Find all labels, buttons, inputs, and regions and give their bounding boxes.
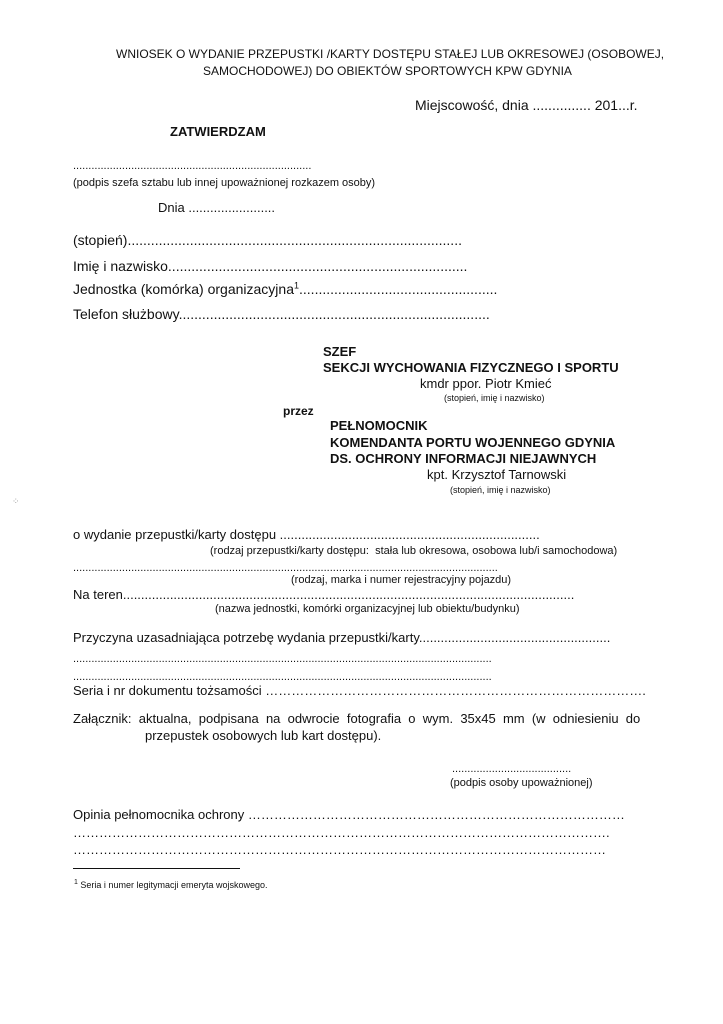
addressee-line-1: SZEF: [323, 344, 357, 359]
id-document-field: Seria i nr dokumentu tożsamości …………………………………………………………………………….: [73, 683, 646, 698]
vehicle-caption: (rodzaj, marka i numer rejestracyjny pojazdu): [291, 574, 512, 586]
area-field: Na teren.............................................................................................................................: [73, 587, 575, 602]
chief-signature-line: ..............................................................................: [73, 160, 312, 172]
via-label: przez: [283, 404, 314, 418]
addressee-caption-1: (stopień, imię i nazwisko): [444, 393, 545, 403]
area-caption: (nazwa jednostki, komórki organizacyjnej lub obiektu/budynku): [215, 603, 520, 615]
footnote-mark: 1: [74, 879, 78, 886]
name-field: Imię i nazwisko.............................................................................: [73, 258, 468, 274]
rank-field: (stopień)......................................................................................: [73, 232, 462, 248]
footnote-separator: [73, 868, 240, 869]
approval-heading: ZATWIERDZAM: [170, 124, 266, 139]
pass-type-caption: (rodzaj przepustki/karty dostępu: stała lub okresowa, osobowa lub/i samochodowa): [210, 545, 618, 557]
addressee-line-5: DS. OCHRONY INFORMACJI NIEJAWNYCH: [330, 451, 597, 466]
opinion-line-2: …………………………………………………………………………………………………………….: [73, 825, 610, 840]
attachment-line-2: przepustek osobowych lub kart dostępu).: [145, 728, 382, 743]
footnote: [74, 880, 268, 890]
addressee-person-2: kpt. Krzysztof Tarnowski: [427, 467, 567, 482]
scan-speck: ⁘: [12, 496, 20, 506]
addressee-caption-2: (stopień, imię i nazwisko): [450, 485, 551, 495]
footnote-text: Seria i numer legitymacji emeryta wojskowego.: [80, 880, 268, 890]
reason-field: Przyczyna uzasadniająca potrzebę wydania przepustki/karty.....................................................: [73, 630, 611, 645]
unit-label: Jednostka (komórka) organizacyjna: [73, 281, 294, 297]
vehicle-field: ...........................................................................................................................................: [73, 562, 498, 574]
footnote-ref: 1: [294, 280, 300, 291]
reason-line-3: .........................................................................................................................................: [73, 671, 492, 683]
addressee-line-4: KOMENDANTA PORTU WOJENNEGO GDYNIA: [330, 435, 616, 450]
unit-dots: ...................................................: [299, 281, 498, 297]
authorized-signature-line: .......................................: [452, 763, 572, 775]
reason-line-2: .........................................................................................................................................: [73, 653, 492, 665]
pass-type-field: o wydanie przepustki/karty dostępu ........................................................................: [73, 527, 540, 542]
opinion-field: Opinia pełnomocnika ochrony ……………………………………………………………………………: [73, 807, 625, 822]
addressee-line-3: PEŁNOMOCNIK: [330, 418, 428, 433]
phone-field: Telefon służbowy................................................................................: [73, 306, 490, 322]
attachment-line-1: Załącznik: aktualna, podpisana na odwrocie fotografia o wym. 35x45 mm (w odniesieniu do: [73, 711, 641, 726]
approval-date-line: Dnia ........................: [158, 200, 276, 215]
authorized-signature-caption: (podpis osoby upoważnionej): [450, 777, 593, 789]
title-line-2: SAMOCHODOWEJ) DO OBIEKTÓW SPORTOWYCH KPW GDYNIA: [203, 64, 572, 78]
addressee-person-1: kmdr ppor. Piotr Kmieć: [420, 376, 552, 391]
place-date-field: Miejscowość, dnia ............... 201...r.: [415, 97, 638, 113]
title-line-1: WNIOSEK O WYDANIE PRZEPUSTKI /KARTY DOSTĘPU STAŁEJ LUB OKRESOWEJ (OSOBOWEJ,: [116, 47, 665, 61]
addressee-line-2: SEKCJI WYCHOWANIA FIZYCZNEGO I SPORTU: [323, 360, 619, 375]
unit-field: [73, 281, 497, 297]
opinion-line-3: ……………………………………………………………………………………………………………: [73, 842, 606, 857]
chief-signature-caption: (podpis szefa sztabu lub innej upoważnionej rozkazem osoby): [73, 177, 376, 189]
